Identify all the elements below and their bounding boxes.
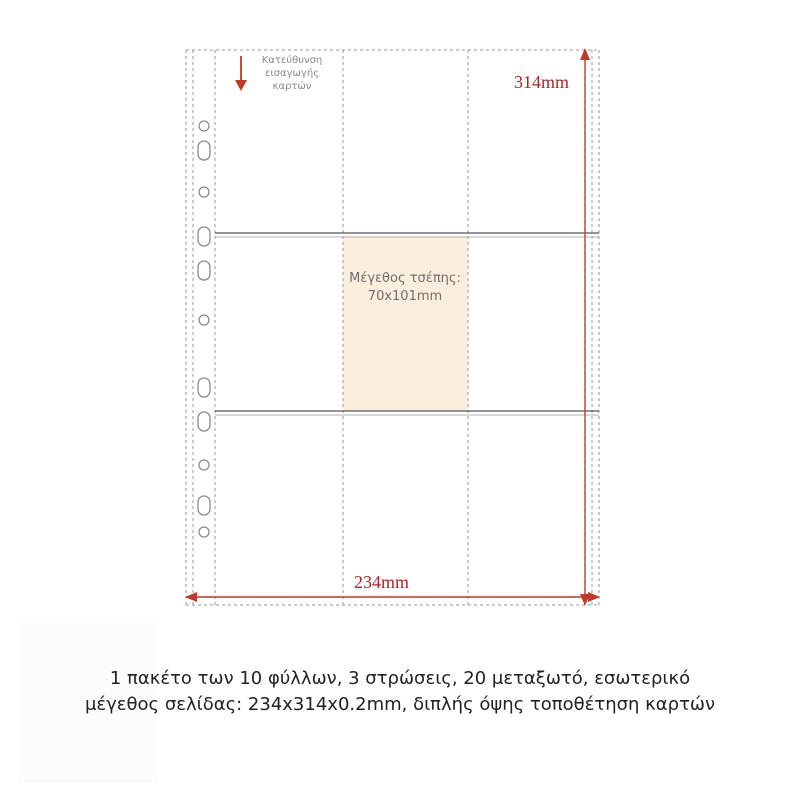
pocket-highlight bbox=[343, 236, 468, 411]
binder-hole bbox=[199, 315, 209, 325]
arrow-down-icon bbox=[235, 56, 247, 91]
insert-direction-line1: Κατεύθυνση bbox=[261, 55, 323, 66]
caption-line1: 1 πακέτο των 10 φύλλων, 3 στρώσεις, 20 μεταξωτό, εσωτερικό bbox=[109, 668, 691, 689]
pocket-size-label bbox=[330, 270, 480, 306]
pocket-size-line1: Μέγεθος τσέπης: bbox=[349, 271, 461, 286]
insert-direction-label bbox=[250, 54, 334, 93]
binder-slot bbox=[198, 378, 210, 397]
width-dimension-line bbox=[185, 592, 600, 602]
binder-holes bbox=[198, 121, 210, 537]
width-dimension-label: 234mm bbox=[354, 572, 410, 592]
binder-hole bbox=[199, 527, 209, 537]
pocket-size-line2: 70x101mm bbox=[367, 289, 443, 304]
binder-hole bbox=[199, 187, 209, 197]
binder-slot bbox=[198, 261, 210, 280]
insert-direction-line2: εισαγωγής bbox=[264, 68, 320, 79]
height-dimension-label: 314mm bbox=[514, 72, 570, 92]
binder-slot bbox=[198, 227, 210, 246]
binder-slot bbox=[198, 412, 210, 431]
binder-slot bbox=[198, 141, 210, 160]
binder-hole bbox=[199, 121, 209, 131]
caption-line2: μέγεθος σελίδας: 234x314x0.2mm, διπλής όψης τοποθέτηση καρτών bbox=[84, 694, 716, 715]
binder-hole bbox=[199, 460, 209, 470]
height-dimension-line bbox=[580, 48, 590, 606]
product-caption bbox=[0, 666, 800, 718]
insert-direction-line3: καρτών bbox=[272, 81, 312, 92]
binder-slot bbox=[198, 496, 210, 515]
